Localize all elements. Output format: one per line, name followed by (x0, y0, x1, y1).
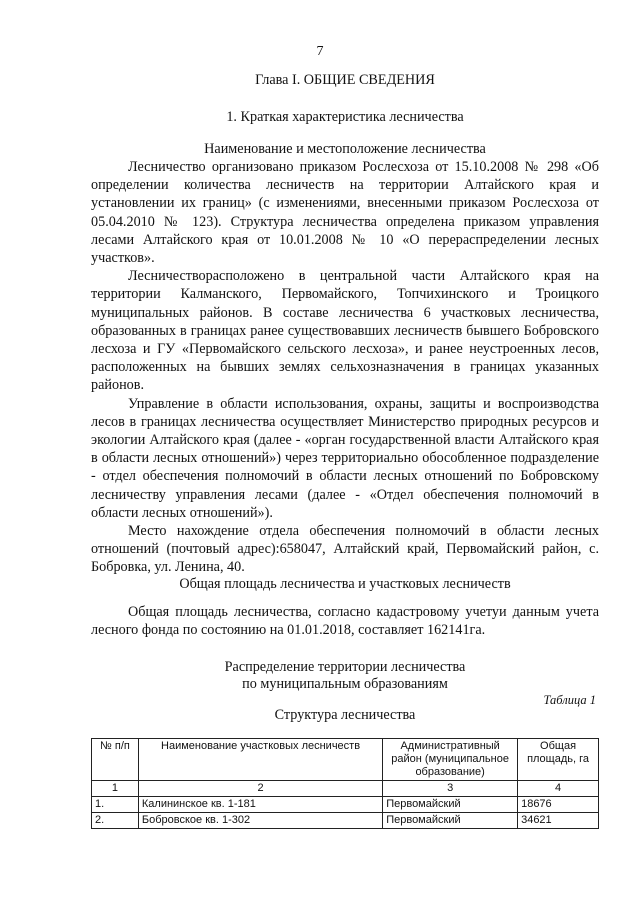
paragraph: Лесничестворасположено в центральной части Алтайского края на территории Калманского, Первомайского, Топчихинского и Троицкого муниципальных районов. В составе лесничества 6 участковых лесничества, образованных в границах ранее существовавших лесничеств бывшего Бобровского лесхоза и ГУ «Первомайского сельского лесхоза», и ранее неустроенных лесов, расположенных на бывших землях сельхозназначения в границах указанных районов. (91, 268, 599, 394)
table-cell: 18676 (518, 797, 599, 813)
table-numbering-row (92, 781, 599, 797)
location-text (91, 158, 599, 577)
table-cell: 34621 (518, 813, 599, 829)
table-cell: 2. (92, 813, 139, 829)
page-number: 7 (316, 44, 324, 59)
chapter-title: Глава I. ОБЩИЕ СВЕДЕНИЯ (255, 72, 435, 88)
paragraph: Общая площадь лесничества, согласно кадастровому учетуи данным учета лесного фонда по состоянию на 01.01.2018, составляет 162141га. (91, 604, 599, 639)
numbering-cell: 4 (518, 781, 599, 797)
section-title: 1. Краткая характеристика лесничества (226, 109, 464, 125)
table-title: Структура лесничества (274, 707, 416, 723)
numbering-cell: 3 (383, 781, 518, 797)
table-cell: Первомайский (383, 813, 518, 829)
subsection-title-area: Общая площадь лесничества и участковых лесничеств (179, 576, 511, 592)
table-cell: 1. (92, 797, 139, 813)
table-label: Таблица 1 (543, 693, 596, 707)
structure-table (91, 738, 599, 829)
numbering-cell: 1 (92, 781, 139, 797)
header-cell: Административный район (муниципальное образование) (383, 739, 518, 781)
subsection-title-location: Наименование и местоположение лесничества (204, 141, 486, 157)
paragraph: Место нахождение отдела обеспечения полномочий в области лесных отношений (почтовый адрес):658047, Алтайский край, Первомайский район, с. Бобровка, ул. Ленина, 40. (91, 523, 599, 576)
table-cell: Калининское кв. 1-181 (138, 797, 382, 813)
subsection-title-distribution-1: Распределение территории лесничества (224, 659, 466, 675)
header-cell: № п/п (92, 739, 139, 781)
paragraph: Лесничество организовано приказом Рослесхоза от 15.10.2008 № 298 «Об определении количества лесничеств на территории Алтайского края и установлении их границ» (с изменениями, внесенными приказом Рослесхоза от 05.04.2010 № 123). Структура лесничества определена приказом управления лесами Алтайского края от 10.01.2008 № 10 «О перераспределении лесных участков». (91, 159, 599, 267)
table-cell: Бобровское кв. 1-302 (138, 813, 382, 829)
paragraph: Управление в области использования, охраны, защиты и воспроизводства лесов в границах лесничества осуществляет Министерство природных ресурсов и экологии Алтайского края (далее - «орган государственной власти Алтайского края в области лесных отношений») через территориально обособленное подразделение - отдел обеспечения полномочий в области лесных отношений по Бобровскому лесничеству управления лесами (далее - «Отдел обеспечения полномочий в области лесных отношений»). (91, 395, 599, 521)
header-cell: Наименование участковых лесничеств (138, 739, 382, 781)
table-header-row (92, 739, 599, 781)
area-text (91, 603, 599, 639)
table-cell: Первомайский (383, 797, 518, 813)
table-row (92, 797, 599, 813)
header-cell: Общая площадь, га (518, 739, 599, 781)
subsection-title-distribution-2: по муниципальным образованиям (242, 676, 448, 692)
numbering-cell: 2 (138, 781, 382, 797)
table-row (92, 813, 599, 829)
